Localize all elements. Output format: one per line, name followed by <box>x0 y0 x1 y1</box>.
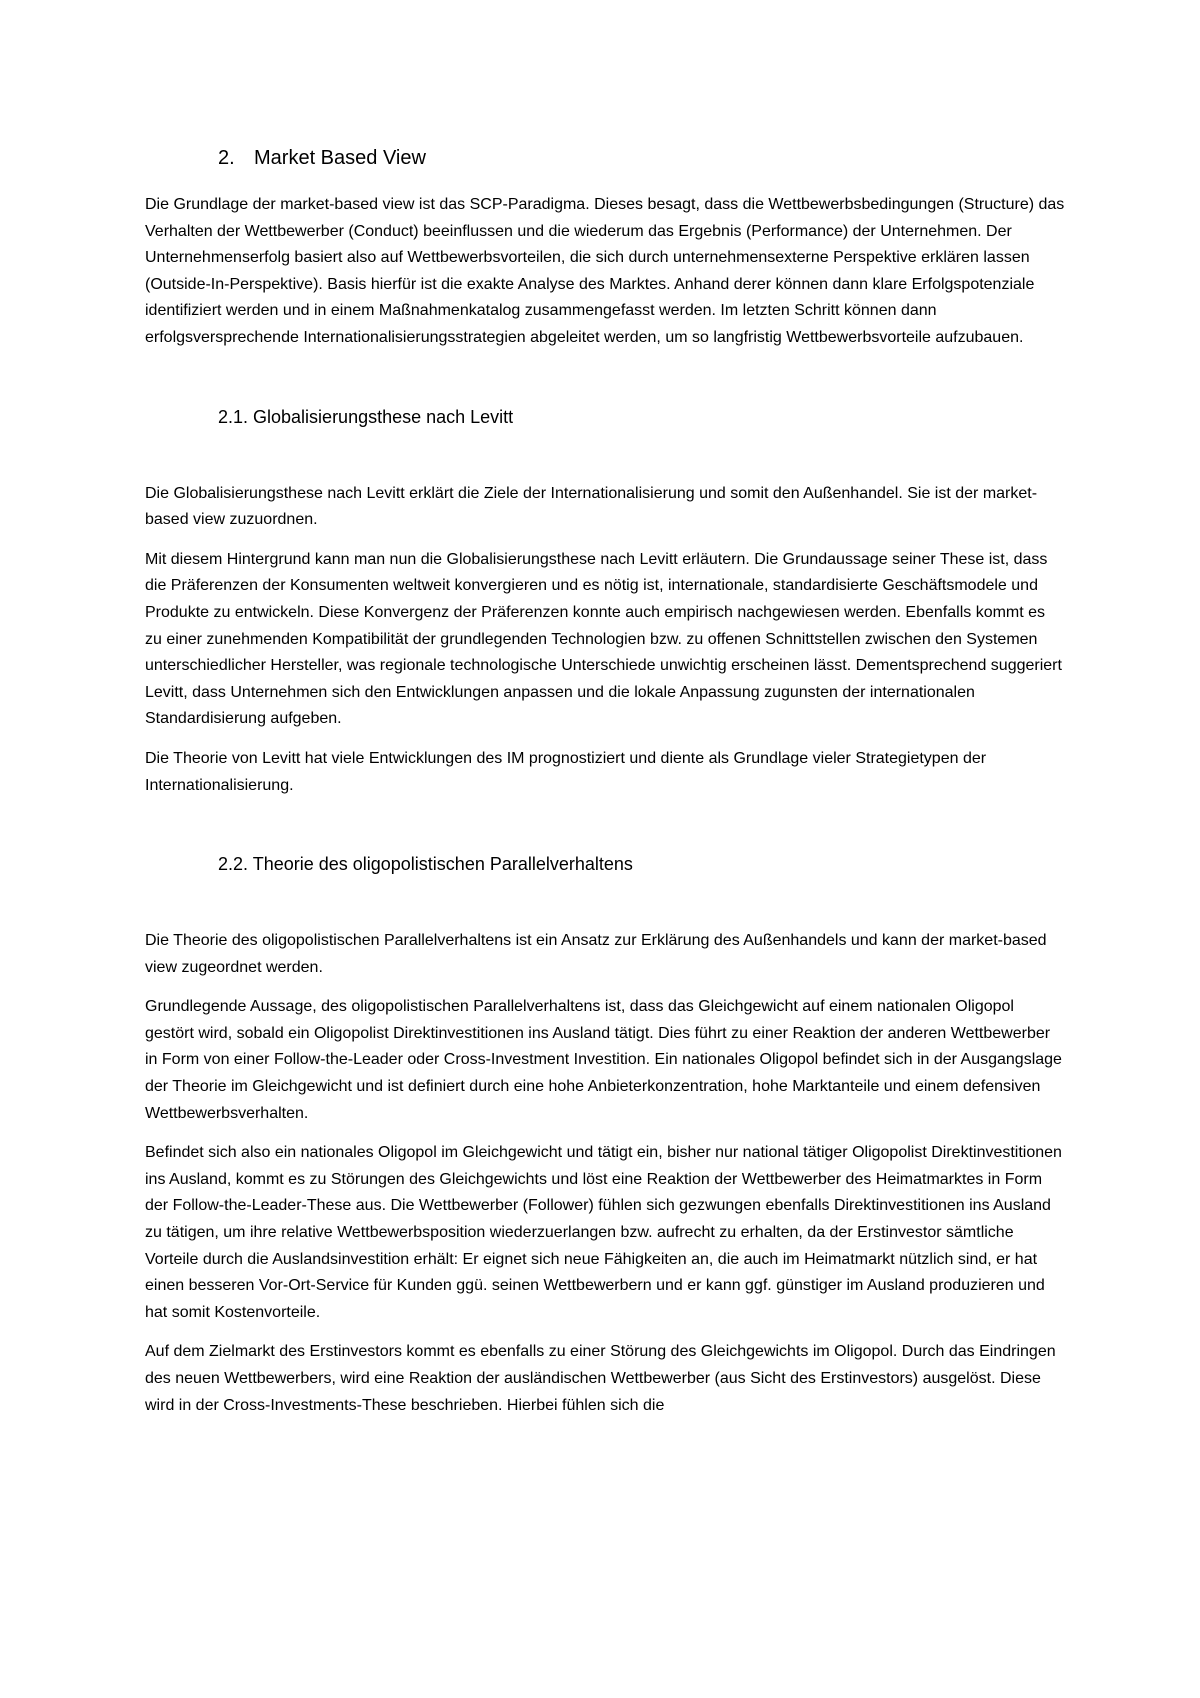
document-content <box>145 146 1065 1432</box>
paragraph-cross-investment: Auf dem Zielmarkt des Erstinvestors kommt es ebenfalls zu einer Störung des Gleichgewichts im Oligopol. Durch das Eindringen des neuen Wettbewerbers, wird eine Reaktion der ausländischen Wettbewerber (aus Sicht des Erstinvestors) ausgelöst. Diese wird in der Cross-Investments-These beschrieben. Hierbei fühlen sich die <box>145 1343 1056 1414</box>
section-title: Market Based View <box>254 147 426 169</box>
paragraph-globalisierung-grundaussage: Mit diesem Hintergrund kann man nun die Globalisierungsthese nach Levitt erläutern. Die Grundaussage seiner These ist, dass die Präferenzen der Konsumenten weltweit konvergieren und es nötig ist, internationale, standardisierte Geschäftsmodele und Produkte zu entwickeln. Diese Konvergenz der Präferenzen konnte auch empirisch nachgewiesen werden. Ebenfalls kommt es zu einer zunehmenden Kompatibilität der grundlegenden Technologien bzw. zu offenen Schnittstellen zwischen den Systemen unterschiedlicher Hersteller, was regionale technologische Unterschiede unwichtig erscheinen lässt. Dementsprechend suggeriert Levitt, dass Unternehmen sich den Entwicklungen anpassen und die lokale Anpassung zugunsten der internationalen Standardisierung aufgeben. <box>145 550 1062 728</box>
paragraph-parallelverhalten-intro: Die Theorie des oligopolistischen Parallelverhaltens ist ein Ansatz zur Erklärung des Außenhandels und kann der market-based view zugeordnet werden. <box>145 932 1047 976</box>
paragraph-follow-the-leader: Befindet sich also ein nationales Oligopol im Gleichgewicht und tätigt ein, bisher nur national tätiger Oligopolist Direktinvestitionen ins Ausland, kommt es zu Störungen des Gleichgewichts und löst eine Reaktion der Wettbewerber des Heimatmarktes in Form der Follow-the-Leader-These aus. Die Wettbewerber (Follower) fühlen sich gezwungen ebenfalls Direktinvestitionen ins Ausland zu tätigen, um ihre relative Wettbewerbsposition wiederzuerlangen bzw. aufrecht zu erhalten, da der Erstinvestor sämtliche Vorteile durch die Auslandsinvestition erhält: Er eignet sich neue Fähigkeiten an, die auch im Heimatmarkt nützlich sind, er hat einen besseren Vor-Ort-Service für Kunden ggü. seinen Wettbewerbern und er kann ggf. günstiger im Ausland produzieren und hat somit Kostenvorteile. <box>145 1144 1062 1321</box>
section-number: 2. <box>218 147 235 169</box>
paragraph-scp-paradigma: Die Grundlage der market-based view ist das SCP-Paradigma. Dieses besagt, dass die Wettbewerbsbedingungen (Structure) das Verhalten der Wettbewerber (Conduct) beeinflussen und die wiederum das Ergebnis (Performance) der Unternehmen. Der Unternehmenserfolg basiert also auf Wettbewerbsvorteilen, die sich durch unternehmensexterne Perspektive erklären lassen (Outside-In-Perspektive). Basis hierfür ist die exakte Analyse des Marktes. Anhand derer können dann klare Erfolgspotenziale identifiziert werden und in einem Maßnahmenkatalog zusammengefasst werden. Im letzten Schritt können dann erfolgsversprechende Internationalisierungsstrategien abgeleitet werden, um so langfristig Wettbewerbsvorteile aufzubauen. <box>145 196 1065 346</box>
section-heading-parallelverhalten: 2.2. Theorie des oligopolistischen Parallelverhaltens <box>218 854 633 875</box>
paragraph-globalisierung-theorie: Die Theorie von Levitt hat viele Entwicklungen des IM prognostiziert und diente als Grundlage vieler Strategietypen der Internationalisierung. <box>145 749 987 794</box>
section-heading-market-based-view <box>145 146 1065 170</box>
paragraph-globalisierung-intro: Die Globalisierungsthese nach Levitt erklärt die Ziele der Internationalisierung und somit den Außenhandel. Sie ist der market-based view zuzuordnen. <box>145 484 1038 529</box>
section-heading-globalisierungsthese: 2.1. Globalisierungsthese nach Levitt <box>218 406 514 427</box>
paragraph-parallelverhalten-grundaussage: Grundlegende Aussage, des oligopolistischen Parallelverhaltens ist, dass das Gleichgewicht auf einem nationalen Oligopol gestört wird, sobald ein Oligopolist Direktinvestitionen ins Ausland tätigt. Dies führt zu einer Reaktion der anderen Wettbewerber in Form von einer Follow-the-Leader oder Cross-Investment Investition. Ein nationales Oligopol befindet sich in der Ausgangslage der Theorie im Gleichgewicht und ist definiert durch eine hohe Anbieterkonzentration, hohe Marktanteile und einem defensiven Wettbewerbsverhalten. <box>145 998 1062 1122</box>
